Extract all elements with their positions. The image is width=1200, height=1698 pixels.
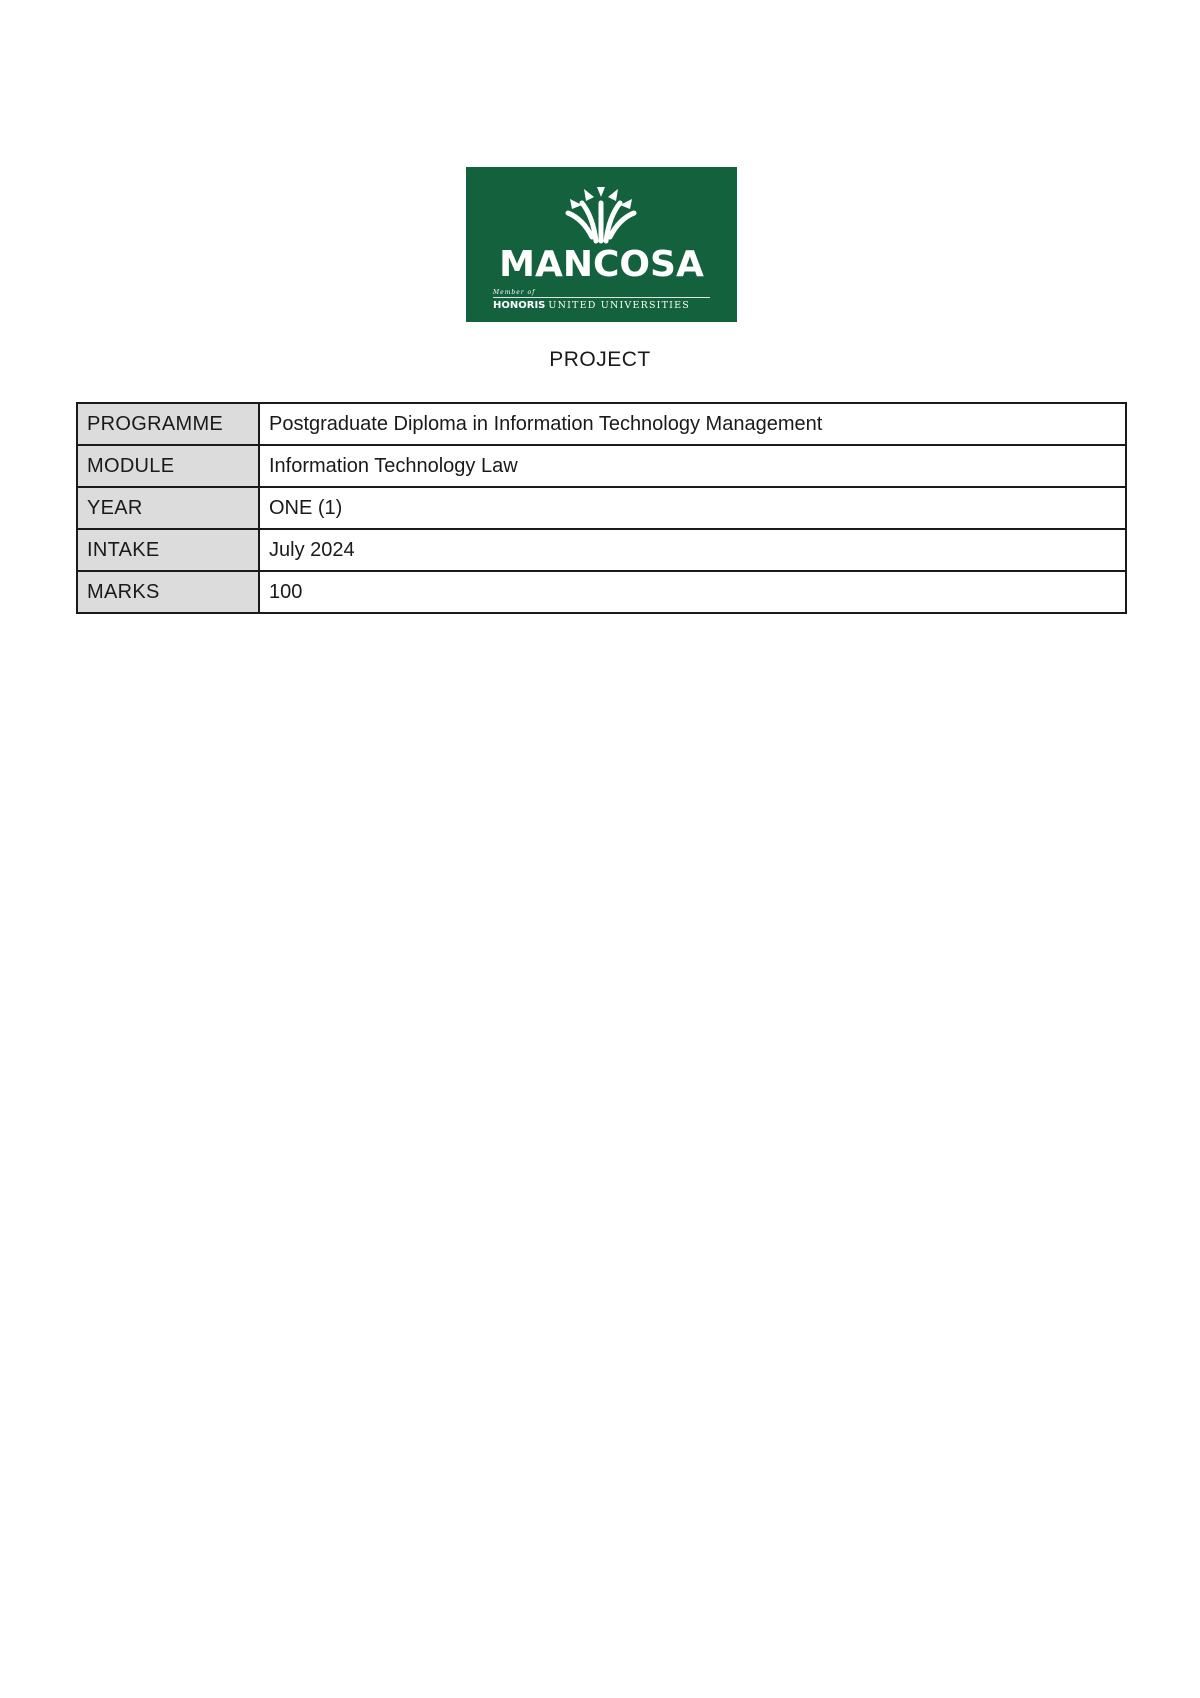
- table-row: [77, 403, 1126, 445]
- row-value-programme: Postgraduate Diploma in Information Technology Management: [259, 403, 1126, 445]
- document-title: PROJECT: [549, 348, 651, 371]
- row-label-intake: INTAKE: [77, 529, 259, 571]
- row-label-module: MODULE: [77, 445, 259, 487]
- module-info-table: [76, 402, 1127, 614]
- row-label-year: YEAR: [77, 487, 259, 529]
- logo-wordmark: MANCOSA: [499, 244, 704, 285]
- table-row: [77, 487, 1126, 529]
- mancosa-logo: [466, 167, 737, 322]
- logo-member-text: Member of: [493, 289, 536, 296]
- logo-affiliation-brand: HONORIS: [493, 300, 546, 311]
- row-label-marks: MARKS: [77, 571, 259, 613]
- table-row: [77, 571, 1126, 613]
- logo-affiliation-rest: UNITED UNIVERSITIES: [548, 300, 690, 311]
- row-label-programme: PROGRAMME: [77, 403, 259, 445]
- row-value-module: Information Technology Law: [259, 445, 1126, 487]
- logo-divider: [493, 297, 710, 298]
- row-value-year: ONE (1): [259, 487, 1126, 529]
- row-value-intake: July 2024: [259, 529, 1126, 571]
- table-row: [77, 445, 1126, 487]
- table-row: [77, 529, 1126, 571]
- logo-affiliation: [493, 301, 690, 311]
- row-value-marks: 100: [259, 571, 1126, 613]
